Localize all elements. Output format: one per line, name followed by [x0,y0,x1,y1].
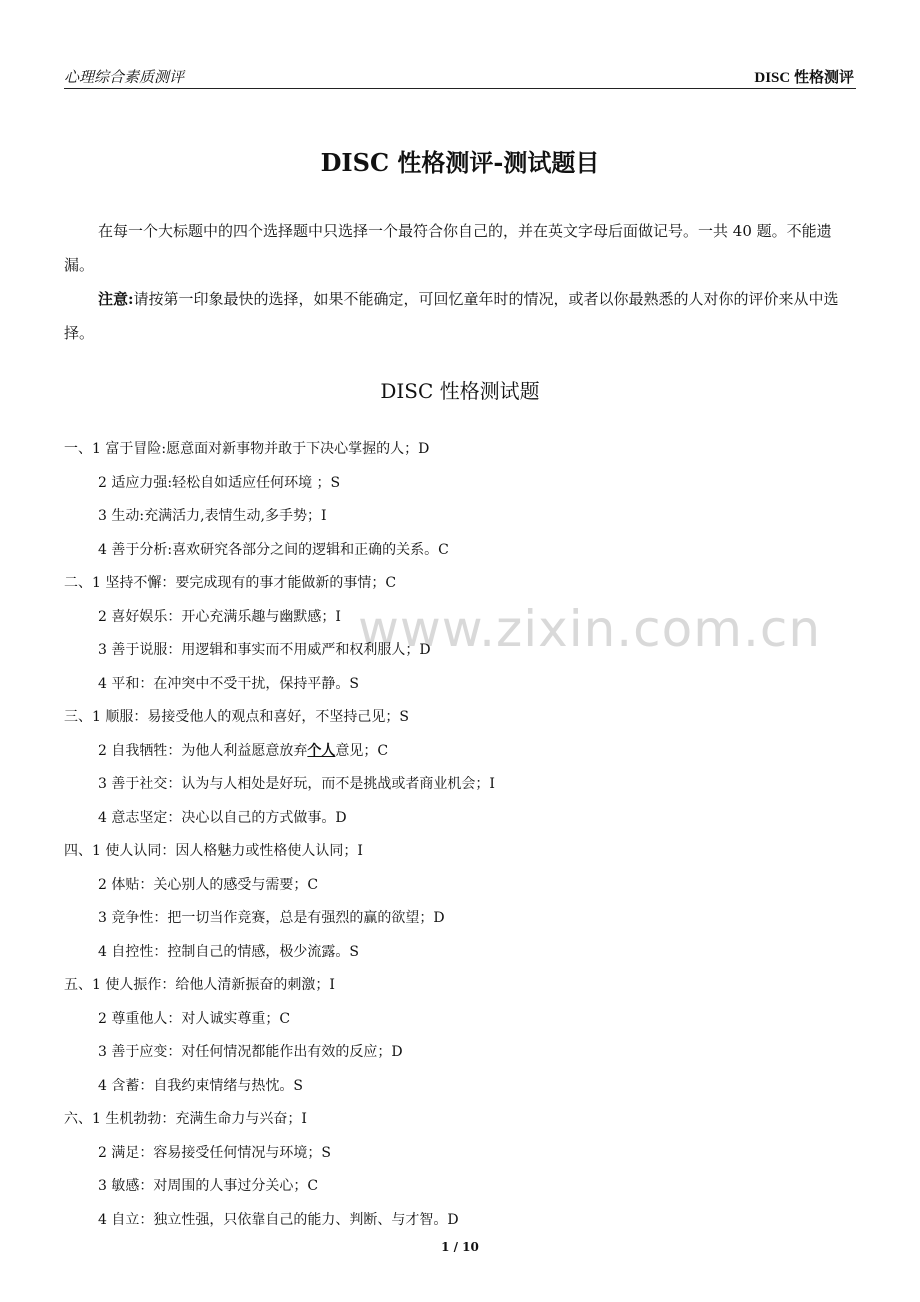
question-1-number: 一、 [64,441,92,457]
question-5-number: 五、 [64,977,92,993]
question-4-number: 四、 [64,843,92,859]
question-list [64,433,864,1237]
question-3-option-4: 4 意志坚定：决心以自己的方式做事。D [98,809,347,826]
question-2-option-1: 二、1 坚持不懈：要完成现有的事才能做新的事情；C [64,575,397,591]
watermark: www.zixin.com.cn [358,600,822,658]
question-3-option-2: 2 自我牺牲：为他人利益愿意放弃个人意见；C [98,742,389,759]
question-3-number: 三、 [64,709,92,725]
question-5-option-4: 4 含蓄：自我约束情绪与热忱。S [98,1077,303,1094]
question-4-option-2: 2 体贴：关心别人的感受与需要；C [98,876,319,893]
question-6-option-4: 4 自立：独立性强，只依靠自己的能力、判断、与才智。D [98,1211,459,1228]
question-4-option-1: 四、1 使人认同：因人格魅力或性格使人认同；I [64,843,363,859]
section-subtitle: DISC 性格测试题 [380,379,540,403]
page-header [64,66,856,89]
question-3-option-3: 3 善于社交：认为与人相处是好玩，而不是挑战或者商业机会；I [98,776,495,792]
question-2-option-2: 2 喜好娱乐：开心充满乐趣与幽默感；I [98,608,341,625]
underlined-word: 个人 [307,742,336,759]
question-6-option-1: 六、1 生机勃勃：充满生命力与兴奋；I [64,1111,307,1127]
question-5-option-3: 3 善于应变：对任何情况都能作出有效的反应；D [98,1044,403,1060]
question-5-option-2: 2 尊重他人：对人诚实尊重；C [98,1010,291,1027]
question-3-option-1: 三、1 顺服：易接受他人的观点和喜好，不坚持己见；S [64,709,409,725]
question-6-number: 六、 [64,1111,92,1127]
header-left-title: 心理综合素质测评 [64,68,185,86]
question-6-option-2: 2 满足：容易接受任何情况与环境；S [98,1144,331,1161]
notice-text: 请按第一印象最快的选择，如果不能确定，可回忆童年时的情况，或者以你最熟悉的人对你的评价来从中选择。 [64,290,839,342]
question-5-option-1: 五、1 使人振作：给他人清新振奋的刺激；I [64,977,335,993]
question-1-option-2: 2 适应力强:轻松自如适应任何环境 ；S [98,474,341,491]
question-2-option-3: 3 善于说服：用逻辑和事实而不用威严和权利服人；D [98,642,431,658]
intro-paragraph: 在每一个大标题中的四个选择题中只选择一个最符合你自己的，并在英文字母后面做记号。一共 40 题。不能遗漏。 [64,222,832,274]
document-title: DISC 性格测评-测试题目 [320,148,600,177]
page-number: 1 / 10 [441,1240,479,1254]
question-4-option-3: 3 竞争性：把一切当作竞赛，总是有强烈的赢的欲望；D [98,910,445,926]
question-4-option-4: 4 自控性：控制自己的情感，极少流露。S [98,943,359,960]
notice-paragraph [64,282,856,350]
question-1-option-1: 一、1 富于冒险:愿意面对新事物并敢于下决心掌握的人；D [64,441,430,457]
question-1-option-3: 3 生动:充满活力,表情生动,多手势；I [98,508,327,524]
question-2-option-4: 4 平和：在冲突中不受干扰，保持平静。S [98,675,359,692]
notice-label: 注意: [98,290,134,308]
header-right-title: DISC 性格测评 [754,70,854,86]
question-6-option-3: 3 敏感：对周围的人事过分关心；C [98,1178,319,1194]
question-1-option-4: 4 善于分析:喜欢研究各部分之间的逻辑和正确的关系。C [98,541,449,558]
question-2-number: 二、 [64,575,92,591]
